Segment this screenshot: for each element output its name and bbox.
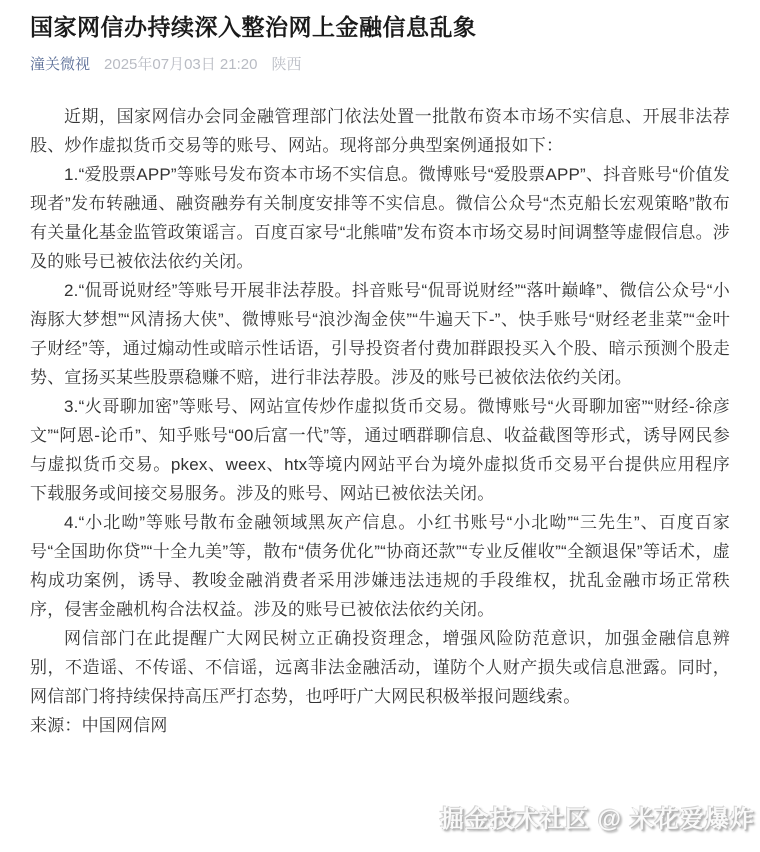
paragraph-case-2: 2.“侃哥说财经”等账号开展非法荐股。抖音账号“侃哥说财经”“落叶巅峰”、微信公众号“小海豚大梦想”“风清扬大侠”、微博账号“浪沙淘金侠”“牛遍天下-”、快手账号“财经老韭菜”“金叶子财经”等，通过煽动性或暗示性话语，引导投资者付费加群跟投买入个股、暗示预测个股走势、宣扬买某些股票稳赚不赔，进行非法荐股。涉及的账号已被依法依约关闭。 bbox=[30, 280, 730, 387]
source-line: 来源：中国网信网 bbox=[30, 715, 168, 735]
paragraph-case-1: 1.“爱股票APP”等账号发布资本市场不实信息。微博账号“爱股票APP”、抖音账号“价值发现者”发布转融通、融资融券有关制度安排等不实信息。微信公众号“杰克船长宏观策略”散布有关量化基金监管政策谣言。百度百家号“北熊喵”发布资本市场交易时间调整等虚假信息。涉及的账号已被依法依约关闭。 bbox=[30, 164, 730, 271]
source-account-link[interactable]: 潼关微视 bbox=[30, 55, 91, 73]
article-meta bbox=[30, 56, 730, 74]
publish-location: 陕西 bbox=[271, 55, 302, 73]
page-title: 国家网信办持续深入整治网上金融信息乱象 bbox=[30, 14, 477, 40]
paragraph-case-4: 4.“小北呦”等账号散布金融领域黑灰产信息。小红书账号“小北呦”“三先生”、百度百家号“全国助你贷”“十全九美”等，散布“债务优化”“协商还款”“专业反催收”“全额退保”等话术，虚构成功案例，诱导、教唆金融消费者采用涉嫌违法违规的手段维权，扰乱金融市场正常秩序，侵害金融机构合法权益。涉及的账号已被依法依约关闭。 bbox=[30, 512, 730, 619]
paragraph-reminder: 网信部门在此提醒广大网民树立正确投资理念，增强风险防范意识，加强金融信息辨别，不造谣、不传谣、不信谣，远离非法金融活动，谨防个人财产损失或信息泄露。同时，网信部门将持续保持高压严打态势，也呼吁广大网民积极举报问题线索。 bbox=[30, 628, 730, 706]
watermark: 掘金技术社区 @ 米花爱爆炸 bbox=[440, 806, 755, 833]
paragraph-case-3: 3.“火哥聊加密”等账号、网站宣传炒作虚拟货币交易。微博账号“火哥聊加密”“财经-徐彦文”“阿恩-论币”、知乎账号“00后富一代”等，通过晒群聊信息、收益截图等形式，诱导网民参与虚拟货币交易。pkex、weex、htx等境内网站平台为境外虚拟货币交易平台提供应用程序下载服务或间接交易服务。涉及的账号、网站已被依法关闭。 bbox=[30, 396, 730, 503]
article-body bbox=[30, 102, 730, 740]
paragraph-intro: 近期，国家网信办会同金融管理部门依法处置一批散布资本市场不实信息、开展非法荐股、炒作虚拟货币交易等的账号、网站。现将部分典型案例通报如下： bbox=[30, 106, 730, 155]
publish-time: 2025年07月03日 21:20 bbox=[104, 55, 258, 73]
